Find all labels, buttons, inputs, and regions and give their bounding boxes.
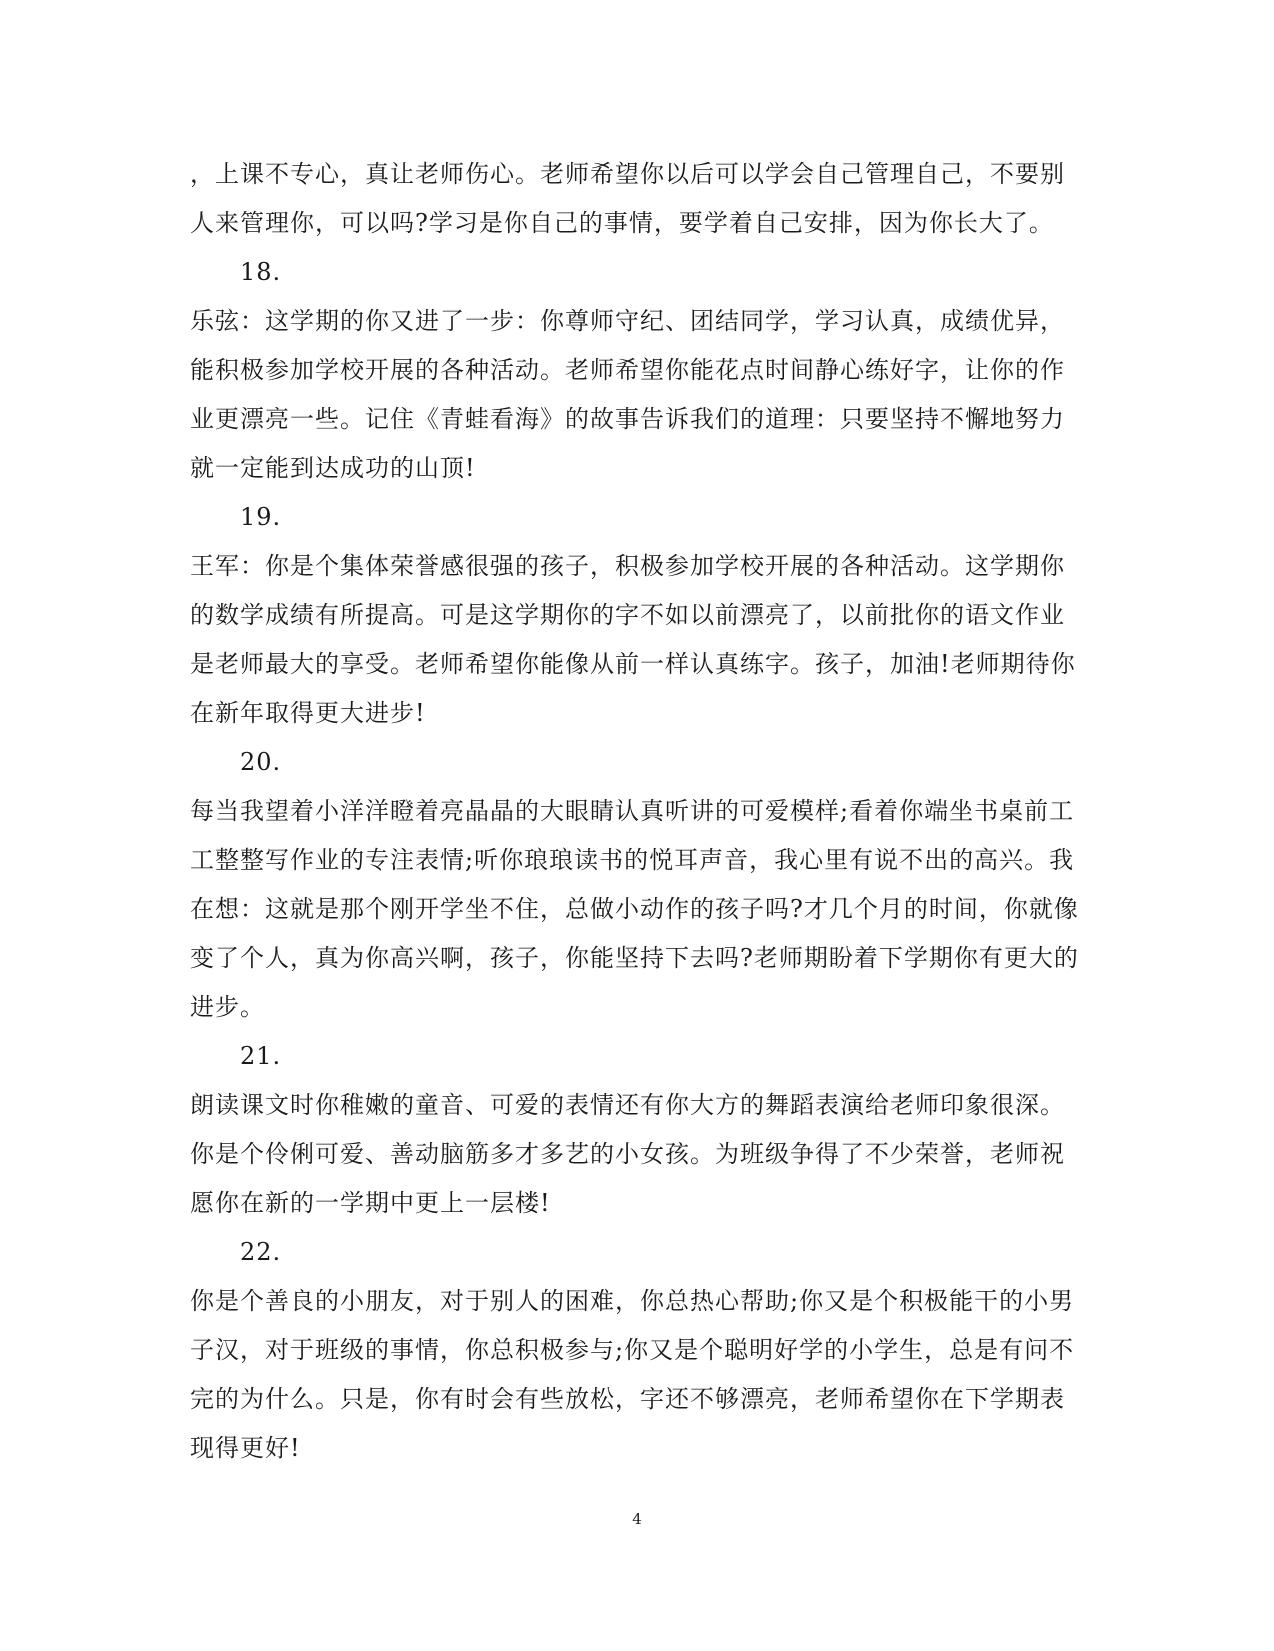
item-number: 22. — [240, 1238, 282, 1266]
text-line: 的数学成绩有所提高。可是这学期你的字不如以前漂亮了，以前批你的语文作业 — [190, 601, 1065, 629]
text-line: 乐弦：这学期的你又进了一步：你尊师守纪、团结同学，学习认真，成绩优异， — [190, 307, 1065, 335]
text-line: ，上课不专心，真让老师伤心。老师希望你以后可以学会自己管理自己，不要别 — [190, 160, 1065, 188]
text-line: 在新年取得更大进步! — [190, 699, 426, 727]
text-line: 现得更好! — [190, 1434, 301, 1462]
item-number: 20. — [240, 748, 282, 776]
item-number: 18. — [240, 258, 282, 286]
text-line: 人来管理你，可以吗?学习是你自己的事情，要学着自己安排，因为你长大了。 — [190, 209, 1054, 237]
text-line: 进步。 — [190, 993, 265, 1021]
text-line: 朗读课文时你稚嫩的童音、可爱的表情还有你大方的舞蹈表演给老师印象很深。 — [190, 1091, 1065, 1119]
text-line: 变了个人，真为你高兴啊，孩子，你能坚持下去吗?老师期盼着下学期你有更大的 — [190, 944, 1079, 972]
text-line: 每当我望着小洋洋瞪着亮晶晶的大眼睛认真听讲的可爱模样;看着你端坐书桌前工 — [190, 797, 1075, 825]
text-line: 王军：你是个集体荣誉感很强的孩子，积极参加学校开展的各种活动。这学期你 — [190, 552, 1065, 580]
text-line: 就一定能到达成功的山顶! — [190, 454, 476, 482]
text-line: 完的为什么。只是，你有时会有些放松，字还不够漂亮，老师希望你在下学期表 — [190, 1385, 1065, 1413]
item-number: 19. — [240, 503, 282, 531]
text-line: 业更漂亮一些。记住《青蛙看海》的故事告诉我们的道理：只要坚持不懈地努力 — [190, 405, 1065, 433]
text-line: 工整整写作业的专注表情;听你琅琅读书的悦耳声音，我心里有说不出的高兴。我 — [190, 846, 1075, 874]
text-line: 你是个善良的小朋友，对于别人的困难，你总热心帮助;你又是个积极能干的小男 — [190, 1287, 1075, 1315]
text-line: 子汉，对于班级的事情，你总积极参与;你又是个聪明好学的小学生，总是有问不 — [190, 1336, 1075, 1364]
text-line: 在想：这就是那个刚开学坐不住，总做小动作的孩子吗?才几个月的时间，你就像 — [190, 895, 1079, 923]
text-line: 愿你在新的一学期中更上一层楼! — [190, 1189, 551, 1217]
text-line: 是老师最大的享受。老师希望你能像从前一样认真练字。孩子，加油!老师期待你 — [190, 650, 1076, 678]
text-line: 能积极参加学校开展的各种活动。老师希望你能花点时间静心练好字，让你的作 — [190, 356, 1065, 384]
body-text — [190, 150, 1080, 1473]
text-line: 你是个伶俐可爱、善动脑筋多才多艺的小女孩。为班级争得了不少荣誉，老师祝 — [190, 1140, 1065, 1168]
item-number: 21. — [240, 1042, 282, 1070]
page-number: 4 — [632, 1510, 642, 1528]
